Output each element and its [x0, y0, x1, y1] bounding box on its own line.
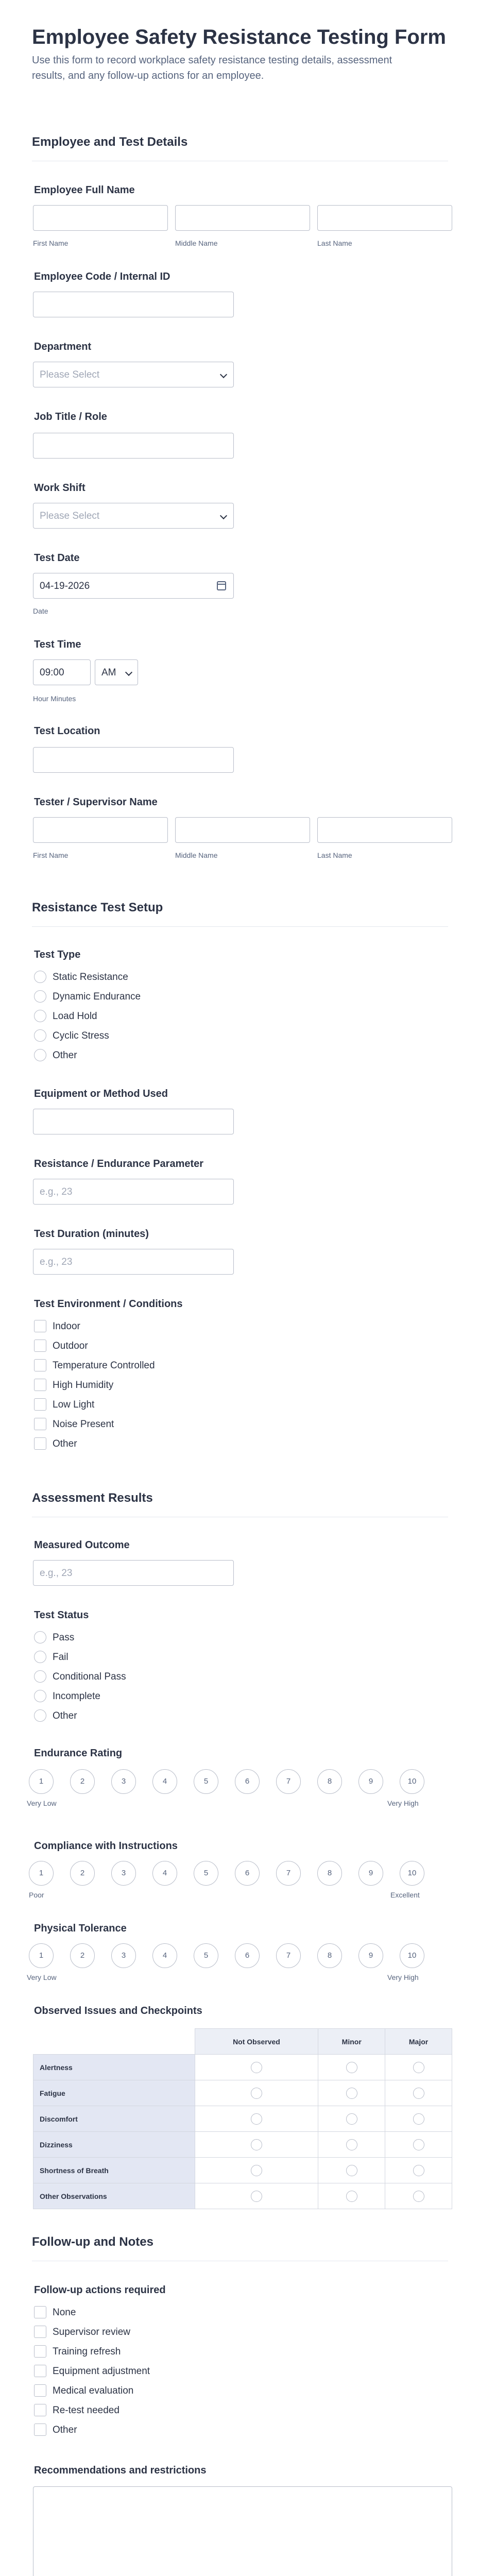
first-name-input[interactable] — [33, 205, 168, 231]
calendar-icon[interactable] — [217, 581, 226, 590]
rating-option[interactable]: 1 — [29, 1769, 54, 1794]
matrix-col-header: Minor — [318, 2029, 385, 2055]
scale-min-caption: Very Low — [27, 1799, 57, 1807]
rating-option[interactable]: 6 — [235, 1769, 260, 1794]
last-name-sublabel: Last Name — [317, 239, 352, 247]
tester-middle-sublabel: Middle Name — [175, 851, 218, 859]
radio-button[interactable] — [346, 2165, 357, 2176]
rating-option[interactable]: 6 — [235, 1861, 260, 1886]
radio-button[interactable] — [34, 1010, 46, 1022]
scale-max-caption: Excellent — [390, 1891, 420, 1899]
test-status-label: Test Status — [34, 1609, 89, 1621]
radio-button[interactable] — [34, 1029, 46, 1042]
matrix-row-header: Discomfort — [33, 2106, 195, 2132]
matrix-row-header: Other Observations — [33, 2183, 195, 2209]
employee-code-input[interactable] — [33, 292, 234, 317]
radio-button[interactable] — [346, 2191, 357, 2202]
equipment-label: Equipment or Method Used — [34, 1088, 168, 1099]
chevron-down-icon — [125, 669, 132, 676]
matrix-col-header: Not Observed — [195, 2029, 318, 2055]
tester-last-name-input[interactable] — [317, 817, 452, 843]
recommendations-label: Recommendations and restrictions — [34, 2465, 207, 2476]
rating-option[interactable]: 5 — [194, 1943, 218, 1968]
rating-option[interactable]: 6 — [235, 1943, 260, 1968]
radio-button[interactable] — [346, 2062, 357, 2073]
test-time-sublabel: Hour Minutes — [33, 694, 76, 703]
test-location-input[interactable] — [33, 747, 234, 773]
rating-option[interactable]: 2 — [70, 1861, 95, 1886]
followup-label: Follow-up actions required — [34, 2284, 166, 2296]
checkbox[interactable] — [34, 1437, 46, 1450]
scale-max-caption: Very High — [387, 1799, 419, 1807]
checkbox[interactable] — [34, 2384, 46, 2397]
page-title: Employee Safety Resistance Testing Form — [32, 26, 446, 48]
test-duration-input[interactable]: e.g., 23 — [33, 1249, 234, 1275]
radio-button[interactable] — [413, 2088, 424, 2099]
department-select[interactable]: Please Select — [33, 362, 234, 387]
rating-option[interactable]: 8 — [317, 1943, 342, 1968]
checkbox[interactable] — [34, 2365, 46, 2377]
rating-option[interactable]: 10 — [400, 1861, 424, 1886]
test-date-label: Test Date — [34, 552, 80, 564]
rating-option[interactable]: 10 — [400, 1769, 424, 1794]
first-name-sublabel: First Name — [33, 239, 69, 247]
test-date-sublabel: Date — [33, 607, 48, 615]
form-header — [0, 0, 479, 83]
checkbox[interactable] — [34, 2306, 46, 2318]
radio-button[interactable] — [34, 990, 46, 1003]
section-divider — [32, 926, 448, 927]
tester-name-label: Tester / Supervisor Name — [34, 796, 158, 808]
radio-button[interactable] — [413, 2062, 424, 2073]
radio-button[interactable] — [34, 1651, 46, 1663]
rating-option[interactable]: 5 — [194, 1861, 218, 1886]
measured-outcome-input[interactable]: e.g., 23 — [33, 1560, 234, 1586]
work-shift-select[interactable]: Please Select — [33, 503, 234, 529]
resistance-param-input[interactable]: e.g., 23 — [33, 1179, 234, 1205]
rating-option[interactable]: 4 — [152, 1943, 177, 1968]
endurance-rating-label: Endurance Rating — [34, 1748, 123, 1759]
checkbox[interactable] — [34, 2424, 46, 2436]
checkbox[interactable] — [34, 1340, 46, 1352]
rating-option[interactable]: 3 — [111, 1943, 136, 1968]
tester-middle-name-input[interactable] — [175, 817, 310, 843]
job-title-input[interactable] — [33, 433, 234, 459]
rating-option[interactable]: 7 — [276, 1769, 301, 1794]
compliance-label: Compliance with Instructions — [34, 1840, 178, 1852]
rating-option[interactable]: 9 — [358, 1861, 383, 1886]
table-row — [33, 2106, 452, 2132]
radio-button[interactable] — [34, 1049, 46, 1061]
form-page: Employee Safety Resistance Testing Form Use this form to record workplace safety resistance testing details, assessment results, and any follow-up actions for an employee. Employee and Test Details Employee Full Name First Name Middle Name Last Name Employee Code / Internal ID Department Please Select Job Title / Role Work Shift Please Select Test Date 04-19-2026 Date Test Time 09:00 AM Hour Minutes Test Location Tester / Supervisor Name First Name Middle Name Last Name Resistance Test Setup Test Type Static Resistance Dynamic Endurance Load Hold Cyclic Stress Other Equipment or Method Used Resistance / Endurance Parameter e.g., 23 Test Duration (minutes) e.g., 23 Test Environment / Conditions Indoor Outdoor Temperature Controlled High Humidity Low Light Noise Present Other Assessment Results Measured Outcome e.g., 23 Test Status Pass Fail Conditional Pass Incomplete Other Endurance Rating 1 2 3 4 5 6 7 8 9 10 Very Low Very High Compliance with Instructions 1 2 3 4 5 6 7 8 9 10 Poor Excellent Physical Tolerance 1 2 3 4 5 6 7 8 9 10 Very Low Very High Observed Issues and Checkpoints Not Observed Minor Major Alertness Fatigue Discomfort Dizziness Shortness of Breath Other Observations Follow-up and Notes Follow-up actions required None Supervisor review Training refresh Equipment adjustment Medical evaluation Re-test needed Other Recommendations and restrictions — [0, 0, 479, 2576]
last-name-input[interactable] — [317, 205, 452, 231]
radio-button[interactable] — [346, 2088, 357, 2099]
equipment-input[interactable] — [33, 1109, 234, 1134]
department-label: Department — [34, 341, 92, 352]
checkbox[interactable] — [34, 2326, 46, 2338]
matrix-row-header: Fatigue — [33, 2080, 195, 2106]
matrix-col-header: Major — [385, 2029, 452, 2055]
physical-tolerance-label: Physical Tolerance — [34, 1923, 127, 1934]
radio-button[interactable] — [413, 2139, 424, 2150]
resistance-param-label: Resistance / Endurance Parameter — [34, 1158, 204, 1170]
rating-option[interactable]: 4 — [152, 1769, 177, 1794]
table-row — [33, 2080, 452, 2106]
radio-button[interactable] — [34, 1709, 46, 1722]
environment-label: Test Environment / Conditions — [34, 1298, 183, 1310]
matrix-row-header: Dizziness — [33, 2132, 195, 2158]
observed-issues-matrix — [33, 2028, 452, 2209]
rating-option[interactable]: 8 — [317, 1861, 342, 1886]
rating-option[interactable]: 7 — [276, 1943, 301, 1968]
scale-max-caption: Very High — [387, 1973, 419, 1981]
radio-button[interactable] — [251, 2139, 262, 2150]
table-row — [33, 2132, 452, 2158]
rating-option[interactable]: 1 — [29, 1943, 54, 1968]
work-shift-label: Work Shift — [34, 482, 85, 494]
chevron-down-icon — [220, 512, 227, 519]
radio-button[interactable] — [413, 2191, 424, 2202]
checkbox[interactable] — [34, 1320, 46, 1332]
radio-button[interactable] — [251, 2113, 262, 2125]
middle-name-sublabel: Middle Name — [175, 239, 218, 247]
chevron-down-icon — [220, 371, 227, 378]
rating-option[interactable]: 8 — [317, 1769, 342, 1794]
checkbox[interactable] — [34, 2404, 46, 2416]
checkbox[interactable] — [34, 1379, 46, 1391]
checkbox[interactable] — [34, 1359, 46, 1371]
job-title-label: Job Title / Role — [34, 411, 107, 422]
test-time-label: Test Time — [34, 639, 81, 650]
checkbox[interactable] — [34, 1418, 46, 1430]
tester-first-sublabel: First Name — [33, 851, 69, 859]
section-employee-details-heading: Employee and Test Details — [32, 135, 188, 149]
scale-min-caption: Poor — [29, 1891, 44, 1899]
observed-issues-label: Observed Issues and Checkpoints — [34, 2005, 202, 2016]
radio-button[interactable] — [413, 2165, 424, 2176]
rating-option[interactable]: 7 — [276, 1861, 301, 1886]
employee-code-label: Employee Code / Internal ID — [34, 271, 170, 282]
radio-button[interactable] — [346, 2113, 357, 2125]
test-type-label: Test Type — [34, 949, 81, 960]
radio-button[interactable] — [413, 2113, 424, 2125]
radio-button[interactable] — [251, 2165, 262, 2176]
rating-option[interactable]: 1 — [29, 1861, 54, 1886]
checkbox[interactable] — [34, 2345, 46, 2358]
test-time-input[interactable]: 09:00 — [33, 659, 91, 685]
rating-option[interactable]: 3 — [111, 1861, 136, 1886]
radio-button[interactable] — [346, 2139, 357, 2150]
matrix-row-header: Alertness — [33, 2055, 195, 2080]
page-subtitle: Use this form to record workplace safety resistance testing details, assessment results, and any follow-up actions for an employee. — [32, 55, 392, 81]
test-location-label: Test Location — [34, 725, 100, 737]
measured-outcome-label: Measured Outcome — [34, 1539, 130, 1551]
radio-button[interactable] — [251, 2062, 262, 2073]
radio-button[interactable] — [34, 1631, 46, 1643]
radio-button[interactable] — [251, 2191, 262, 2202]
rating-option[interactable]: 2 — [70, 1769, 95, 1794]
full-name-label: Employee Full Name — [34, 184, 135, 196]
table-row — [33, 2055, 452, 2080]
radio-button[interactable] — [34, 1690, 46, 1702]
tester-last-sublabel: Last Name — [317, 851, 352, 859]
section-assessment-heading: Assessment Results — [32, 1491, 153, 1505]
rating-option[interactable]: 9 — [358, 1943, 383, 1968]
rating-option[interactable]: 5 — [194, 1769, 218, 1794]
scale-min-caption: Very Low — [27, 1973, 57, 1981]
middle-name-input[interactable] — [175, 205, 310, 231]
rating-option[interactable]: 10 — [400, 1943, 424, 1968]
radio-button[interactable] — [34, 971, 46, 983]
rating-option[interactable]: 9 — [358, 1769, 383, 1794]
rating-option[interactable]: 2 — [70, 1943, 95, 1968]
rating-option[interactable]: 3 — [111, 1769, 136, 1794]
rating-option[interactable]: 4 — [152, 1861, 177, 1886]
section-followup-heading: Follow-up and Notes — [32, 2235, 153, 2249]
tester-first-name-input[interactable] — [33, 817, 168, 843]
ampm-select[interactable]: AM — [95, 659, 138, 685]
table-row — [33, 2183, 452, 2209]
recommendations-textarea[interactable] — [33, 2486, 452, 2576]
test-date-input[interactable]: 04-19-2026 — [33, 573, 234, 599]
section-test-setup-heading: Resistance Test Setup — [32, 901, 163, 914]
radio-button[interactable] — [251, 2088, 262, 2099]
radio-button[interactable] — [34, 1670, 46, 1683]
test-duration-label: Test Duration (minutes) — [34, 1228, 149, 1240]
matrix-row-header: Shortness of Breath — [33, 2158, 195, 2183]
table-row — [33, 2158, 452, 2183]
checkbox[interactable] — [34, 1398, 46, 1411]
